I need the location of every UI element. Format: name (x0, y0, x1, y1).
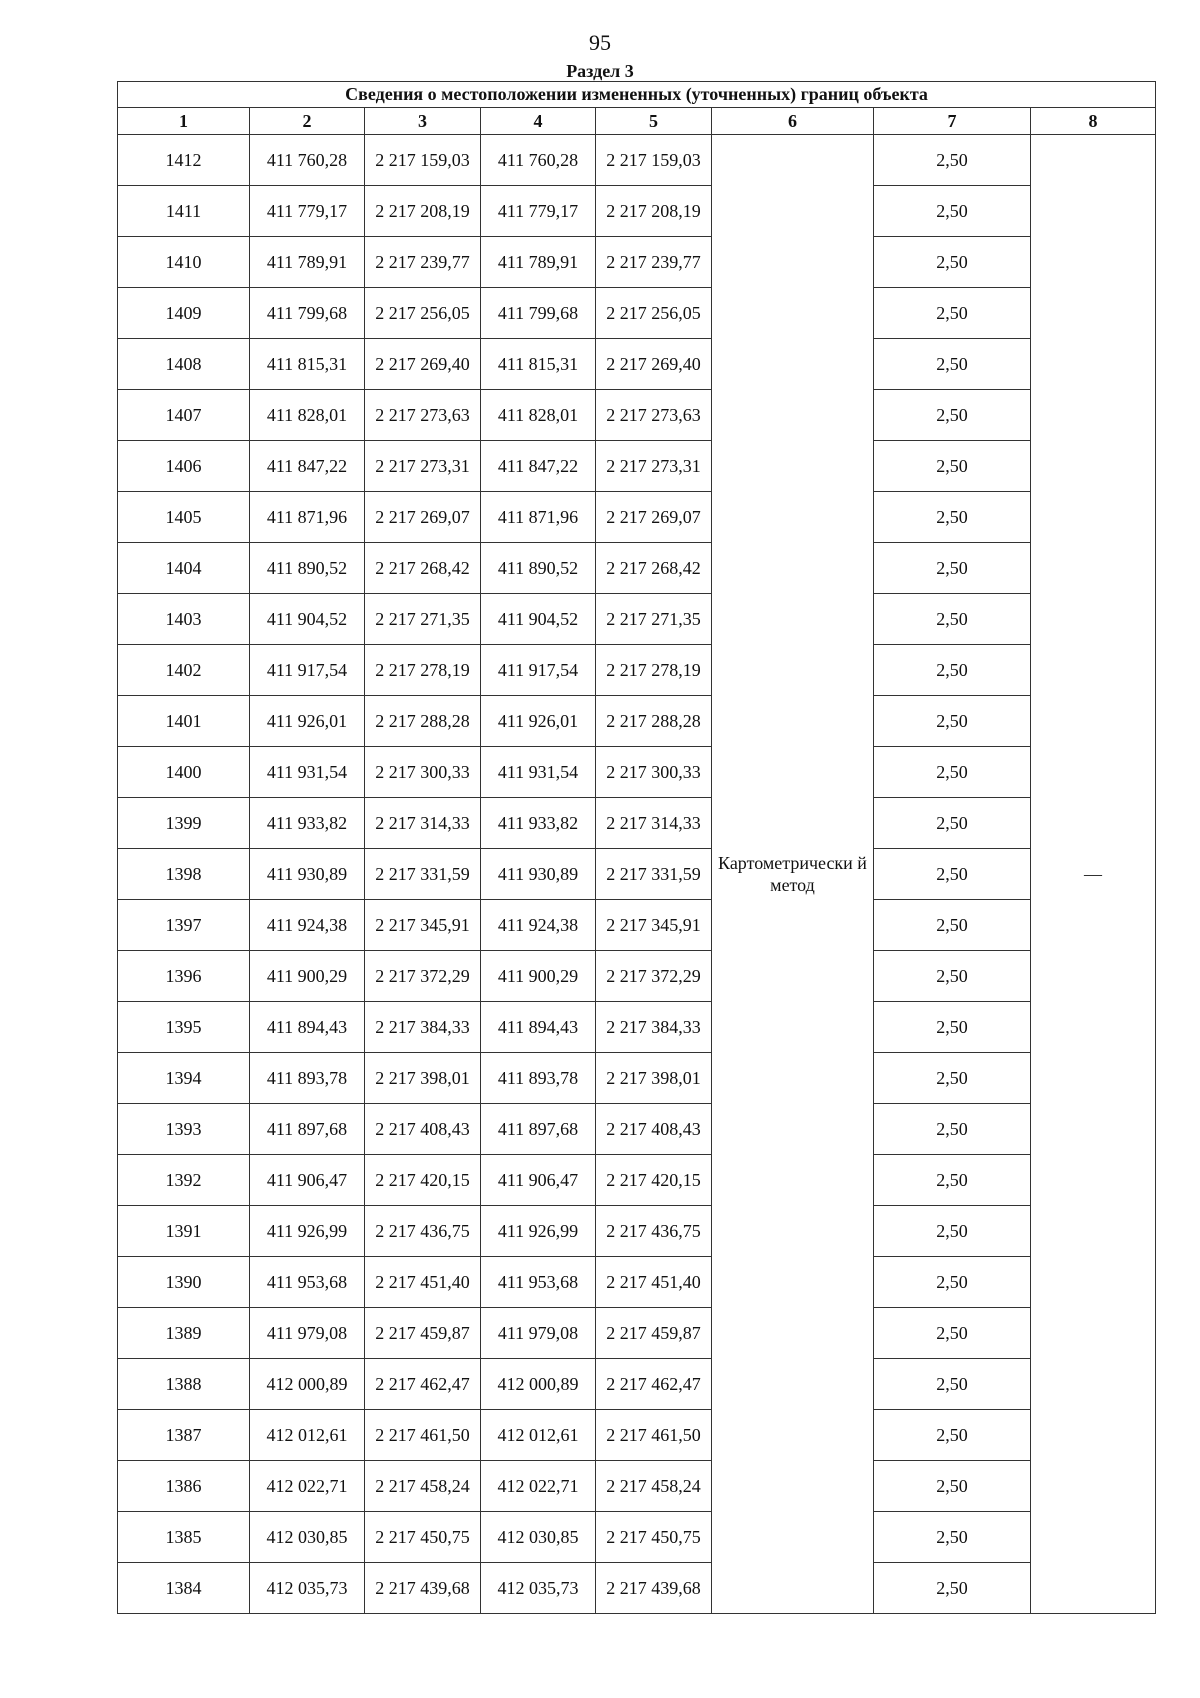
x-coordinate-cell: 411 906,47 (250, 1155, 365, 1206)
table-row (118, 288, 1156, 339)
x-coordinate-cell: 412 030,85 (250, 1512, 365, 1563)
x-coordinate-cell: 411 897,68 (250, 1104, 365, 1155)
new-y-coordinate-cell: 2 217 271,35 (596, 594, 712, 645)
table-row (118, 1512, 1156, 1563)
y-coordinate-cell: 2 217 288,28 (365, 696, 481, 747)
point-number-cell: 1386 (118, 1461, 250, 1512)
y-coordinate-cell: 2 217 436,75 (365, 1206, 481, 1257)
accuracy-cell: 2,50 (874, 1155, 1031, 1206)
table-row (118, 1155, 1156, 1206)
point-number-cell: 1397 (118, 900, 250, 951)
accuracy-cell: 2,50 (874, 1308, 1031, 1359)
new-x-coordinate-cell: 411 897,68 (481, 1104, 596, 1155)
point-number-cell: 1410 (118, 237, 250, 288)
y-coordinate-cell: 2 217 331,59 (365, 849, 481, 900)
table-row (118, 1563, 1156, 1614)
new-x-coordinate-cell: 411 953,68 (481, 1257, 596, 1308)
x-coordinate-cell: 411 953,68 (250, 1257, 365, 1308)
table-row (118, 1257, 1156, 1308)
y-coordinate-cell: 2 217 278,19 (365, 645, 481, 696)
y-coordinate-cell: 2 217 384,33 (365, 1002, 481, 1053)
accuracy-cell: 2,50 (874, 1053, 1031, 1104)
column-number: 1 (118, 108, 250, 135)
new-y-coordinate-cell: 2 217 314,33 (596, 798, 712, 849)
table-row (118, 237, 1156, 288)
new-y-coordinate-cell: 2 217 331,59 (596, 849, 712, 900)
new-x-coordinate-cell: 411 924,38 (481, 900, 596, 951)
point-number-cell: 1385 (118, 1512, 250, 1563)
table-row (118, 594, 1156, 645)
new-y-coordinate-cell: 2 217 288,28 (596, 696, 712, 747)
x-coordinate-cell: 411 931,54 (250, 747, 365, 798)
x-coordinate-cell: 411 871,96 (250, 492, 365, 543)
y-coordinate-cell: 2 217 239,77 (365, 237, 481, 288)
x-coordinate-cell: 411 828,01 (250, 390, 365, 441)
x-coordinate-cell: 411 847,22 (250, 441, 365, 492)
x-coordinate-cell: 411 926,99 (250, 1206, 365, 1257)
accuracy-cell: 2,50 (874, 1104, 1031, 1155)
new-x-coordinate-cell: 411 900,29 (481, 951, 596, 1002)
point-number-cell: 1405 (118, 492, 250, 543)
y-coordinate-cell: 2 217 268,42 (365, 543, 481, 594)
new-x-coordinate-cell: 411 906,47 (481, 1155, 596, 1206)
accuracy-cell: 2,50 (874, 1359, 1031, 1410)
new-x-coordinate-cell: 411 930,89 (481, 849, 596, 900)
new-x-coordinate-cell: 412 030,85 (481, 1512, 596, 1563)
point-number-cell: 1399 (118, 798, 250, 849)
column-number: 7 (874, 108, 1031, 135)
x-coordinate-cell: 411 926,01 (250, 696, 365, 747)
y-coordinate-cell: 2 217 458,24 (365, 1461, 481, 1512)
accuracy-cell: 2,50 (874, 288, 1031, 339)
accuracy-cell: 2,50 (874, 339, 1031, 390)
accuracy-cell: 2,50 (874, 441, 1031, 492)
new-y-coordinate-cell: 2 217 269,40 (596, 339, 712, 390)
y-coordinate-cell: 2 217 398,01 (365, 1053, 481, 1104)
accuracy-cell: 2,50 (874, 135, 1031, 186)
x-coordinate-cell: 411 799,68 (250, 288, 365, 339)
new-x-coordinate-cell: 411 871,96 (481, 492, 596, 543)
new-x-coordinate-cell: 411 815,31 (481, 339, 596, 390)
column-number: 4 (481, 108, 596, 135)
table-row (118, 1002, 1156, 1053)
table-row (118, 645, 1156, 696)
new-y-coordinate-cell: 2 217 269,07 (596, 492, 712, 543)
y-coordinate-cell: 2 217 269,40 (365, 339, 481, 390)
y-coordinate-cell: 2 217 273,31 (365, 441, 481, 492)
new-y-coordinate-cell: 2 217 300,33 (596, 747, 712, 798)
page-number: 95 (589, 30, 611, 55)
table-row (118, 543, 1156, 594)
new-x-coordinate-cell: 412 022,71 (481, 1461, 596, 1512)
new-y-coordinate-cell: 2 217 450,75 (596, 1512, 712, 1563)
new-x-coordinate-cell: 411 893,78 (481, 1053, 596, 1104)
point-number-cell: 1393 (118, 1104, 250, 1155)
new-y-coordinate-cell: 2 217 384,33 (596, 1002, 712, 1053)
x-coordinate-cell: 411 789,91 (250, 237, 365, 288)
table-row (118, 1410, 1156, 1461)
x-coordinate-cell: 411 894,43 (250, 1002, 365, 1053)
column-number: 3 (365, 108, 481, 135)
point-number-cell: 1396 (118, 951, 250, 1002)
new-y-coordinate-cell: 2 217 462,47 (596, 1359, 712, 1410)
point-number-cell: 1409 (118, 288, 250, 339)
y-coordinate-cell: 2 217 300,33 (365, 747, 481, 798)
new-x-coordinate-cell: 411 894,43 (481, 1002, 596, 1053)
table-row (118, 1359, 1156, 1410)
x-coordinate-cell: 412 012,61 (250, 1410, 365, 1461)
accuracy-cell: 2,50 (874, 645, 1031, 696)
new-x-coordinate-cell: 411 789,91 (481, 237, 596, 288)
accuracy-cell: 2,50 (874, 1563, 1031, 1614)
new-x-coordinate-cell: 411 760,28 (481, 135, 596, 186)
table-row (118, 339, 1156, 390)
point-number-cell: 1412 (118, 135, 250, 186)
accuracy-cell: 2,50 (874, 1512, 1031, 1563)
new-y-coordinate-cell: 2 217 398,01 (596, 1053, 712, 1104)
new-x-coordinate-cell: 412 000,89 (481, 1359, 596, 1410)
x-coordinate-cell: 411 904,52 (250, 594, 365, 645)
y-coordinate-cell: 2 217 459,87 (365, 1308, 481, 1359)
point-number-cell: 1407 (118, 390, 250, 441)
accuracy-cell: 2,50 (874, 1257, 1031, 1308)
x-coordinate-cell: 412 000,89 (250, 1359, 365, 1410)
accuracy-cell: 2,50 (874, 186, 1031, 237)
y-coordinate-cell: 2 217 420,15 (365, 1155, 481, 1206)
y-coordinate-cell: 2 217 461,50 (365, 1410, 481, 1461)
new-y-coordinate-cell: 2 217 420,15 (596, 1155, 712, 1206)
x-coordinate-cell: 411 924,38 (250, 900, 365, 951)
y-coordinate-cell: 2 217 208,19 (365, 186, 481, 237)
x-coordinate-cell: 411 815,31 (250, 339, 365, 390)
table-row (118, 900, 1156, 951)
new-y-coordinate-cell: 2 217 256,05 (596, 288, 712, 339)
new-x-coordinate-cell: 411 847,22 (481, 441, 596, 492)
table-row (118, 1206, 1156, 1257)
y-coordinate-cell: 2 217 372,29 (365, 951, 481, 1002)
point-number-cell: 1402 (118, 645, 250, 696)
table-row (118, 1461, 1156, 1512)
x-coordinate-cell: 411 979,08 (250, 1308, 365, 1359)
method-cell: Картометрически й метод (712, 135, 874, 1614)
table-body (118, 135, 1156, 1614)
point-number-cell: 1408 (118, 339, 250, 390)
column-number-row (118, 108, 1156, 135)
coordinates-table (117, 81, 1156, 1614)
new-y-coordinate-cell: 2 217 439,68 (596, 1563, 712, 1614)
y-coordinate-cell: 2 217 462,47 (365, 1359, 481, 1410)
point-number-cell: 1394 (118, 1053, 250, 1104)
y-coordinate-cell: 2 217 256,05 (365, 288, 481, 339)
accuracy-cell: 2,50 (874, 900, 1031, 951)
y-coordinate-cell: 2 217 345,91 (365, 900, 481, 951)
point-number-cell: 1392 (118, 1155, 250, 1206)
new-x-coordinate-cell: 411 979,08 (481, 1308, 596, 1359)
table-caption: Сведения о местоположении измененных (уточненных) границ объекта (118, 82, 1156, 108)
x-coordinate-cell: 412 022,71 (250, 1461, 365, 1512)
accuracy-cell: 2,50 (874, 237, 1031, 288)
point-number-cell: 1403 (118, 594, 250, 645)
new-y-coordinate-cell: 2 217 273,31 (596, 441, 712, 492)
table-row (118, 186, 1156, 237)
column-number: 6 (712, 108, 874, 135)
y-coordinate-cell: 2 217 439,68 (365, 1563, 481, 1614)
new-y-coordinate-cell: 2 217 208,19 (596, 186, 712, 237)
x-coordinate-cell: 411 760,28 (250, 135, 365, 186)
new-x-coordinate-cell: 411 799,68 (481, 288, 596, 339)
y-coordinate-cell: 2 217 450,75 (365, 1512, 481, 1563)
section-title: Раздел 3 (566, 61, 634, 81)
y-coordinate-cell: 2 217 451,40 (365, 1257, 481, 1308)
accuracy-cell: 2,50 (874, 1206, 1031, 1257)
y-coordinate-cell: 2 217 314,33 (365, 798, 481, 849)
accuracy-cell: 2,50 (874, 696, 1031, 747)
point-number-cell: 1390 (118, 1257, 250, 1308)
accuracy-cell: 2,50 (874, 849, 1031, 900)
point-number-cell: 1387 (118, 1410, 250, 1461)
new-x-coordinate-cell: 412 035,73 (481, 1563, 596, 1614)
point-number-cell: 1406 (118, 441, 250, 492)
table-header (118, 82, 1156, 135)
x-coordinate-cell: 411 890,52 (250, 543, 365, 594)
new-y-coordinate-cell: 2 217 159,03 (596, 135, 712, 186)
column-number: 2 (250, 108, 365, 135)
table-row (118, 441, 1156, 492)
new-x-coordinate-cell: 412 012,61 (481, 1410, 596, 1461)
x-coordinate-cell: 411 900,29 (250, 951, 365, 1002)
point-number-cell: 1388 (118, 1359, 250, 1410)
point-number-cell: 1404 (118, 543, 250, 594)
table-row (118, 1308, 1156, 1359)
new-x-coordinate-cell: 411 933,82 (481, 798, 596, 849)
new-x-coordinate-cell: 411 828,01 (481, 390, 596, 441)
y-coordinate-cell: 2 217 159,03 (365, 135, 481, 186)
x-coordinate-cell: 411 779,17 (250, 186, 365, 237)
accuracy-cell: 2,50 (874, 1410, 1031, 1461)
new-x-coordinate-cell: 411 917,54 (481, 645, 596, 696)
table-row (118, 849, 1156, 900)
point-number-cell: 1398 (118, 849, 250, 900)
y-coordinate-cell: 2 217 271,35 (365, 594, 481, 645)
new-x-coordinate-cell: 411 926,01 (481, 696, 596, 747)
table-row (118, 747, 1156, 798)
point-number-cell: 1401 (118, 696, 250, 747)
new-y-coordinate-cell: 2 217 436,75 (596, 1206, 712, 1257)
accuracy-cell: 2,50 (874, 594, 1031, 645)
x-coordinate-cell: 411 930,89 (250, 849, 365, 900)
new-x-coordinate-cell: 411 931,54 (481, 747, 596, 798)
new-x-coordinate-cell: 411 904,52 (481, 594, 596, 645)
accuracy-cell: 2,50 (874, 1461, 1031, 1512)
point-number-cell: 1384 (118, 1563, 250, 1614)
y-coordinate-cell: 2 217 273,63 (365, 390, 481, 441)
x-coordinate-cell: 411 933,82 (250, 798, 365, 849)
accuracy-cell: 2,50 (874, 747, 1031, 798)
accuracy-cell: 2,50 (874, 492, 1031, 543)
point-number-cell: 1395 (118, 1002, 250, 1053)
accuracy-cell: 2,50 (874, 390, 1031, 441)
y-coordinate-cell: 2 217 269,07 (365, 492, 481, 543)
new-x-coordinate-cell: 411 890,52 (481, 543, 596, 594)
new-y-coordinate-cell: 2 217 239,77 (596, 237, 712, 288)
table-row (118, 390, 1156, 441)
point-number-cell: 1411 (118, 186, 250, 237)
new-y-coordinate-cell: 2 217 408,43 (596, 1104, 712, 1155)
new-y-coordinate-cell: 2 217 451,40 (596, 1257, 712, 1308)
new-y-coordinate-cell: 2 217 372,29 (596, 951, 712, 1002)
accuracy-cell: 2,50 (874, 951, 1031, 1002)
accuracy-cell: 2,50 (874, 543, 1031, 594)
accuracy-cell: 2,50 (874, 798, 1031, 849)
accuracy-cell: 2,50 (874, 1002, 1031, 1053)
table-row (118, 135, 1156, 186)
table-row (118, 798, 1156, 849)
x-coordinate-cell: 412 035,73 (250, 1563, 365, 1614)
column-number: 8 (1031, 108, 1156, 135)
table-row (118, 492, 1156, 543)
new-y-coordinate-cell: 2 217 458,24 (596, 1461, 712, 1512)
table-row (118, 696, 1156, 747)
column-number: 5 (596, 108, 712, 135)
table-row (118, 1104, 1156, 1155)
new-y-coordinate-cell: 2 217 278,19 (596, 645, 712, 696)
point-number-cell: 1400 (118, 747, 250, 798)
y-coordinate-cell: 2 217 408,43 (365, 1104, 481, 1155)
table-row (118, 951, 1156, 1002)
point-number-cell: 1391 (118, 1206, 250, 1257)
new-y-coordinate-cell: 2 217 268,42 (596, 543, 712, 594)
table-row (118, 1053, 1156, 1104)
point-number-cell: 1389 (118, 1308, 250, 1359)
note-cell: — (1031, 135, 1156, 1614)
new-y-coordinate-cell: 2 217 459,87 (596, 1308, 712, 1359)
new-x-coordinate-cell: 411 779,17 (481, 186, 596, 237)
new-y-coordinate-cell: 2 217 461,50 (596, 1410, 712, 1461)
x-coordinate-cell: 411 893,78 (250, 1053, 365, 1104)
x-coordinate-cell: 411 917,54 (250, 645, 365, 696)
new-y-coordinate-cell: 2 217 345,91 (596, 900, 712, 951)
new-x-coordinate-cell: 411 926,99 (481, 1206, 596, 1257)
new-y-coordinate-cell: 2 217 273,63 (596, 390, 712, 441)
